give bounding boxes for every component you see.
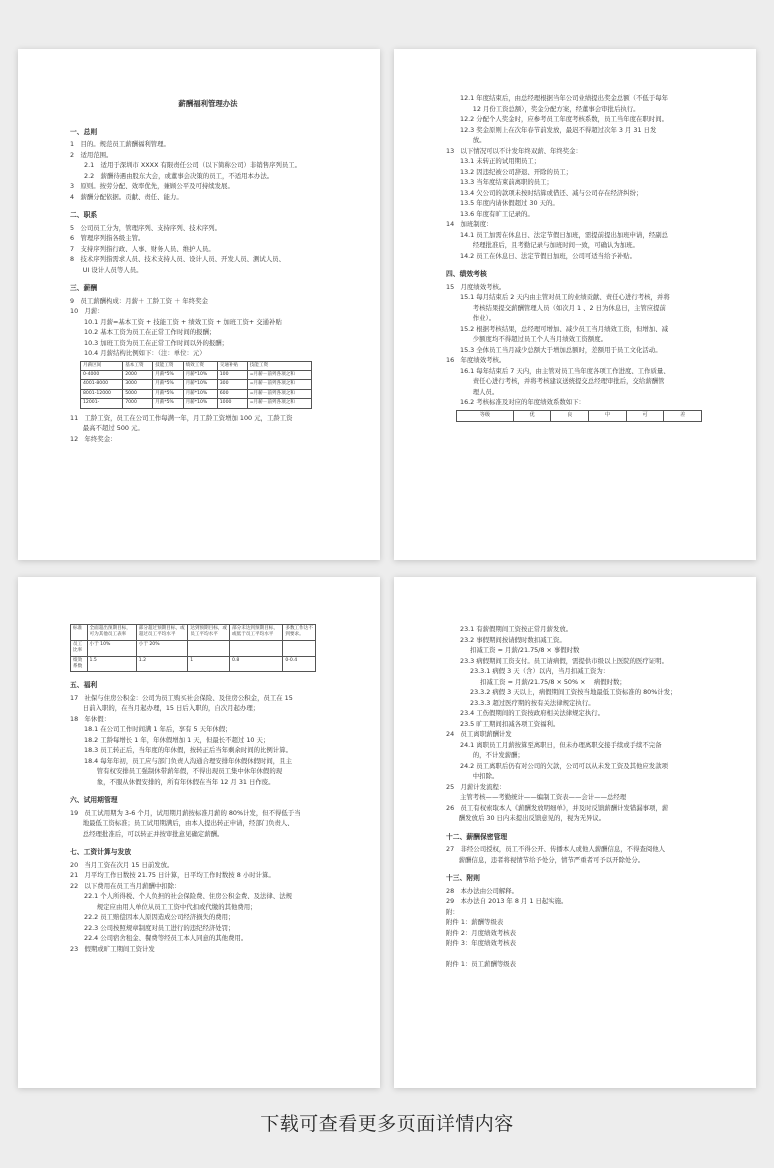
table-cell: =月薪－前列各项之和: [247, 399, 311, 408]
sub-clause: 扣减工资 = 月薪/21.75/8 × 事假时数: [470, 646, 580, 654]
sub-clause: 10.1 月薪=基本工资 + 技能工资 + 绩效工资 + 加班工资+ 交通补贴: [84, 317, 282, 326]
page-1-content: [70, 99, 346, 444]
salary-structure-table: [80, 361, 312, 409]
sub-clause: 13.3 当年度结束前离职的员工；: [460, 178, 553, 186]
sub-clause: 放。: [460, 136, 486, 144]
sub-clause: 16.2 考核标准及对应的年度绩效系数如下：: [460, 398, 585, 406]
document-page-3: [18, 577, 380, 1088]
table-cell: 月薪*5%: [153, 389, 183, 398]
table-cell: 月薪*10%: [183, 380, 217, 389]
section-heading-performance: 四、绩效考核: [446, 270, 487, 278]
sub-clause: 扣减工资 = 月薪/21.75/8 × 50% × 病假时数；: [480, 677, 626, 686]
clause: 10 月薪：: [70, 307, 104, 315]
table-cell: 小于 10%: [87, 640, 136, 656]
grade-table: [456, 410, 702, 422]
clause: 4 薪酬分配依据。贡献、责任、能力。: [70, 192, 183, 201]
table-cell: [188, 640, 230, 656]
clause: 22 以下费用在员工当月薪酬中扣除：: [70, 881, 181, 890]
clause: 16 年度绩效考核。: [446, 356, 506, 364]
clause: 9 员工薪酬构成：月薪＋ 工龄工资 ＋ 年终奖金: [70, 296, 208, 305]
clause: 附件 2：月度绩效考核表: [446, 928, 517, 937]
table-cell: 中: [589, 410, 627, 421]
table-cell: 优: [513, 410, 551, 421]
section-heading-confidentiality: 十二、薪酬保密管理: [446, 832, 508, 841]
table-cell: 绩效系数: [71, 656, 88, 672]
sub-clause: 12 月份工资总额），奖金分配方案，经董事会审批后执行。: [460, 104, 640, 113]
table-cell: 可: [626, 410, 664, 421]
table-cell: =月薪－前列各项之和: [247, 380, 311, 389]
table-cell: 600: [217, 389, 247, 398]
table-cell: 标准: [71, 625, 88, 641]
table-cell: 多数工作达不到要求。: [283, 625, 316, 641]
sub-clause: 12.1 年度结束后，由总经理根据当年公司业绩提出奖金总额（不低于每年: [460, 94, 668, 102]
sub-clause: 24.1 离职员工月薪按算至离职日，但未办理离职交接手续或手续不完备: [460, 740, 662, 749]
clause: 附：: [446, 907, 459, 916]
clause: 29 本办法自 2013 年 8 月 1 日起实施。: [446, 897, 568, 905]
clause: 26 员工有权索取本人《薪酬发放明细单》，并及时反馈薪酬计发错漏事项，薪: [446, 803, 669, 812]
table-row: [81, 389, 312, 398]
clause-list: [70, 808, 346, 840]
table-cell: [283, 640, 316, 656]
table-row: [81, 399, 312, 408]
sub-clause: 10.3 加班工资为员工在正常工作时间以外的报酬；: [84, 338, 229, 347]
table-cell: 全面超出预期目标，可为其他员工表率: [87, 625, 136, 641]
clause: 薪酬信息，违者将视情节给予处分，情节严重者可予以开除处分。: [446, 855, 645, 864]
table-row: [81, 380, 312, 389]
table-header-cell: 技能工资: [153, 361, 183, 370]
clause: 总经理批准后，可以转正并按审批意见确定薪酬。: [70, 829, 224, 838]
table-row: [81, 370, 312, 379]
table-cell: 1000: [217, 399, 247, 408]
sub-clause: 14.2 员工在休息日、法定节假日加班，公司可适当给予补贴。: [460, 251, 637, 260]
sub-clause: 13.1 未转正的试用期员工；: [460, 157, 541, 165]
sub-clause: 规定应由用人单位从员工工资中代扣或代缴的其他费用；: [84, 902, 257, 911]
sub-clause: 作业）。: [460, 314, 496, 322]
table-header-cell: 技能工资: [247, 361, 311, 370]
clause-list: [446, 93, 722, 261]
sub-clause: 13.6 年度有旷工记录的。: [460, 209, 534, 218]
document-page-2: [394, 49, 756, 560]
document-page-4: [394, 577, 756, 1088]
sub-clause: 18.4 每年年初，员工应与部门负责人沟通合理安排年休假休假时间，且主: [84, 756, 292, 765]
clause: 18 年休假：: [70, 714, 111, 723]
clause: 20 当月工资在次月 15 日前发放。: [70, 860, 174, 869]
table-cell: 0-0.4: [283, 656, 316, 672]
sub-clause: 的，不计发薪酬；: [460, 751, 524, 759]
table-cell: 100: [217, 370, 247, 379]
section-heading-general: 一、总则: [70, 127, 98, 136]
clause: 2 适用范围。: [70, 150, 113, 159]
table-cell: =月薪－前列各项之和: [247, 389, 311, 398]
table-cell: 部分未达到预期目标，或低于员工平均水平: [230, 625, 283, 641]
clause: 17 社保与住房公积金：公司为员工购买社会保险、及住房公积金，员工在 15: [70, 693, 293, 702]
clause: 28 本办法由公司解释。: [446, 886, 519, 895]
page-3-content: [70, 622, 346, 954]
clause: 日前入职的，在当月起办理，15 日后入职的，自次月起办理；: [70, 704, 260, 713]
clause-list: [70, 693, 346, 788]
table-cell: 小于 20%: [136, 640, 188, 656]
sub-clause: 主管考核——考勤统计——编制工资表——会计——总经理: [460, 793, 627, 801]
clause-list: [446, 886, 722, 949]
sub-clause: 中扣除。: [460, 772, 499, 780]
sub-clause: 23.3.3 超过医疗期的按有关法律规定执行。: [470, 698, 595, 707]
sub-clause: 22.1 个人所得税、个人负担的社会保险费、住房公积金费、及法律、法规: [84, 892, 292, 901]
sub-clause: 22.3 公司按照规章制度对员工进行的违纪经济处罚；: [84, 923, 235, 932]
table-cell: 4001-8000: [81, 380, 123, 389]
table-cell: 等级: [457, 410, 514, 421]
sub-clause: 23.1 有薪假期间工资按正常月薪发放。: [460, 625, 573, 633]
appendix-label: 附件 1：员工薪酬等级表: [446, 959, 517, 968]
sub-clause: 12.2 分配个人奖金时，应参考员工年度考核系数，员工当年度在职时间。: [460, 115, 668, 123]
table-cell: 达到预期目标，或员工平均水平: [188, 625, 230, 641]
table-row: [71, 640, 316, 656]
section-heading-benefits: 五、福利: [70, 681, 98, 690]
clause: 附件 3：年度绩效考核表: [446, 939, 517, 947]
table-row: [71, 656, 316, 672]
table-cell: 7000: [123, 399, 153, 408]
clause: 酬发放后 30 日内未提出反馈意见的，视为无异议。: [446, 814, 606, 822]
clause: 13 以下情况可以不计发年终双薪、年终奖金：: [446, 146, 582, 155]
sub-clause: 2.2 薪酬待遇由股东大会，或董事会决策的员工，不适用本办法。: [84, 171, 274, 180]
table-cell: 1: [188, 656, 230, 672]
sub-clause: 理人员。: [460, 387, 499, 396]
table-cell: 月薪*10%: [183, 370, 217, 379]
sub-clause: 23.3 病假期间工资支付。员工请病假，需提供市级以上医院的医疗证明。: [460, 656, 668, 665]
clause: 21 月平均工作日数按 21.75 日计算，日平均工作时数按 8 小时计算。: [70, 871, 275, 880]
page-4-content: [446, 624, 722, 969]
document-title: 薪酬福利管理办法: [178, 99, 238, 108]
clause: 23 假期或旷工期间工资计发: [70, 944, 155, 953]
sub-clause: 2.1 适用于深圳市 XXXX 有限责任公司（以下简称公司）非销售序列员工。: [84, 161, 302, 169]
table-cell: 月薪*10%: [183, 399, 217, 408]
sub-clause: 23.3.2 病假 3 天以上，病假期间工资按当地最低工资标准的 80%计发；: [470, 688, 677, 696]
performance-distribution-table: [70, 624, 316, 672]
sub-clause: 15.2 根据考核结果，总经理可增加、减少员工当月绩效工资，但增加、减: [460, 324, 668, 333]
table-cell: 12001-: [81, 399, 123, 408]
clause: 附件 1：薪酬等级表: [446, 918, 504, 926]
table-header-row: [81, 361, 312, 370]
clause: 地最低工资标准；员工试用期满后，由本人提出转正申请，经部门负责人、: [70, 819, 294, 828]
sub-clause: 10.4 月薪结构比例如下：（注：单位：元）: [84, 349, 206, 357]
clause: 25 月薪计发流程：: [446, 782, 506, 791]
sub-clause: 18.2 工龄每增长 1 年，年休假增加 1 天，但最长不超过 10 天；: [84, 735, 270, 744]
sub-clause: 14.1 员工加需在休息日、法定节假日加班，需提前提出加班申请，经副总: [460, 230, 668, 239]
table-cell: 差: [664, 410, 702, 421]
sub-clause: 10.2 基本工资为员工在正常工作时间的报酬；: [84, 328, 216, 336]
table-cell: 月薪*5%: [153, 380, 183, 389]
table-cell: 2000: [123, 370, 153, 379]
page-2-content: [446, 93, 722, 426]
clause-list: [446, 844, 722, 865]
clause: 24 员工离职薪酬计发: [446, 730, 512, 738]
sub-clause: 22.4 公司宿舍租金、餐费等经员工本人同意的其他费用。: [84, 934, 248, 943]
table-header-cell: 交通补贴: [217, 361, 247, 370]
table-cell: 1.5: [87, 656, 136, 672]
section-heading-salary: 三、薪酬: [70, 284, 98, 292]
table-header-cell: 基本工资: [123, 361, 153, 370]
sub-clause: 责任心进行考核，并将考核建议送统提交总经理审批后，交给薪酬管: [460, 377, 665, 385]
document-page-1: [18, 49, 380, 560]
table-cell: 1.2: [136, 656, 188, 672]
table-cell: 部分超过预期目标，或超过员工平均水平: [136, 625, 188, 641]
table-row: [71, 625, 316, 641]
clause: 14 加班制度：: [446, 220, 493, 228]
section-heading-supplementary: 十三、附则: [446, 874, 480, 882]
section-heading-job-family: 二、职系: [70, 211, 98, 219]
clause: 7 支持序列指行政、人事、财务人员、维护人员。: [70, 244, 215, 253]
sub-clause: 经理批准后，且考勤记录与加班时间一致，可确认为加班。: [460, 241, 639, 249]
sub-clause: 管有权安排员工强制休带薪年假，不得出现员工集中休年休假的现: [84, 767, 283, 776]
table-cell: 5000: [123, 389, 153, 398]
sub-clause: 16.1 每年结束后 7 天内，由主管对员工当年度各项工作进度、工作质量、: [460, 366, 670, 375]
clause: 8 技术序列指需求人员、技术支持人员、设计人员、开发人员、测试人员、: [70, 255, 285, 263]
table-cell: =月薪－前列各项之和: [247, 370, 311, 379]
table-cell: 8001-12000: [81, 389, 123, 398]
clause: 11 工龄工资，员工在公司工作每满一年，月工龄工资增加 100 元，工龄工资: [70, 413, 293, 422]
sub-clause: 15.1 每月结束后 2 天内由主管对员工的业绩贡献、责任心进行考核，并将: [460, 293, 670, 301]
sub-clause: 18.1 在公司工作时间满 1 年后，享有 5 天年休假；: [84, 725, 232, 734]
sub-clause: 象，不服从休假安排的，所有年休假在当年 12 月 31 日作废。: [84, 777, 275, 786]
clause: UI 设计人员等人员。: [70, 265, 143, 274]
sub-clause: 23.4 工伤假期间的工资按政府相关法律规定执行。: [460, 709, 605, 717]
table-cell: 良: [551, 410, 589, 421]
table-row: [457, 410, 702, 421]
sub-clause: 13.2 因违纪被公司辞退、开除的员工；: [460, 167, 573, 176]
clause-list: [70, 860, 346, 955]
table-cell: 员工比率: [71, 640, 88, 656]
sub-clause: 少额度均不得超过员工个人当月绩效工资额度。: [460, 335, 607, 343]
table-cell: 3000: [123, 380, 153, 389]
clause-list: [446, 624, 722, 824]
clause: 12 年终奖金：: [70, 434, 117, 443]
sub-clause: 23.3.1 病假 3 天（含）以内，当月扣减工资为：: [470, 667, 610, 675]
download-more-prompt[interactable]: 下载可查看更多页面详情内容: [260, 1113, 514, 1135]
clause-list: [446, 282, 722, 408]
sub-clause: 22.2 员工赔偿因本人原因造成公司经济损失的费用；: [84, 913, 235, 922]
table-cell: 月薪*10%: [183, 389, 217, 398]
table-cell: 0-4000: [81, 370, 123, 379]
table-cell: 月薪*5%: [153, 399, 183, 408]
table-cell: 300: [217, 380, 247, 389]
clause: 15 月度绩效考核。: [446, 282, 506, 291]
sub-clause: 24.2 员工离职后仍有对公司的欠款，公司可以从未发工资及其他应发款项: [460, 761, 668, 770]
table-cell: [230, 640, 283, 656]
sub-clause: 13.5 年度内请休假超过 30 天的。: [460, 199, 559, 207]
clause: 1 目的。规范员工薪酬福利管理。: [70, 140, 170, 148]
sub-clause: 考核结果提交薪酬管理人员（如次月 1 、2 日为休息日，主管应提前: [460, 303, 666, 312]
clause: 最高不超过 500 元。: [70, 424, 144, 433]
sub-clause: 12.3 奖金原则上在次年春节前发放，最迟不得超过次年 3 月 31 日发: [460, 125, 657, 134]
table-cell: 月薪*5%: [153, 370, 183, 379]
clause: 6 管理序列指各级主管。: [70, 234, 145, 242]
sub-clause: 23.2 事假期间按请假时数扣减工资。: [460, 635, 566, 644]
sub-clause: 15.3 全体员工当月减少总额大于增加总额时，差额用于员工文化活动。: [460, 345, 662, 354]
clause: 5 公司员工分为，管理序列、支持序列、技术序列。: [70, 223, 222, 232]
clause: 27 非经公司授权，员工不得公开、传播本人或他人薪酬信息，不得查阅他人: [446, 845, 666, 853]
sub-clause: 23.5 旷工期间扣减各项工资福利。: [460, 719, 560, 728]
section-heading-payroll: 七、工资计算与发放: [70, 848, 132, 857]
section-heading-probation: 六、试用期管理: [70, 796, 118, 805]
clause: 3 原则。按劳分配、效率优先，兼顾公平及可持续发展。: [70, 182, 234, 190]
table-header-cell: 绩效工资: [183, 361, 217, 370]
table-cell: 0.8: [230, 656, 283, 672]
sub-clause: 18.3 员工转正后，当年度的年休假，按转正后当年剩余时间的比例计算。: [84, 746, 292, 755]
sub-clause: 13.4 欠公司的款项未按时结算或借还、减与公司存在经济纠纷；: [460, 188, 643, 197]
table-header-cell: 月薪区间: [81, 361, 123, 370]
clause: 19 员工试用期为 3-6 个月，试用期月薪按标准月薪的 80%计发，但不得低于当: [70, 808, 301, 817]
